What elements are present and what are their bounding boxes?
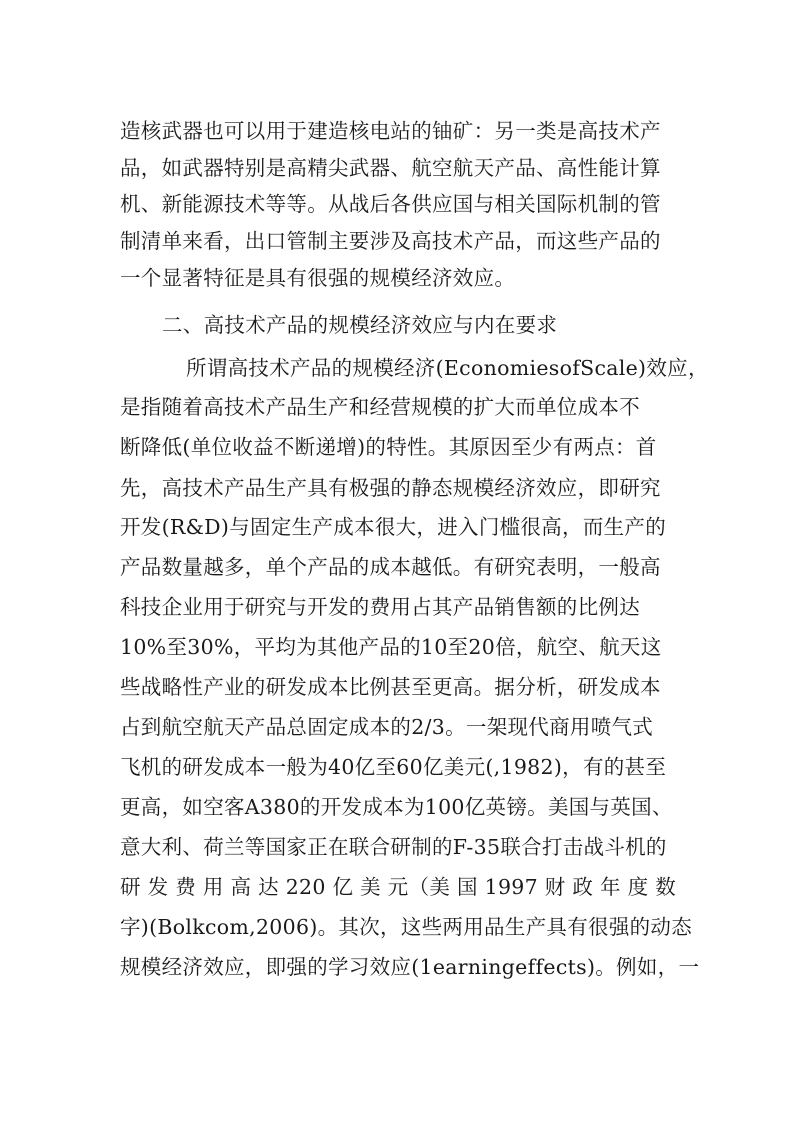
text-line: 一个显著特征是具有很强的规模经济效应。 [120,266,516,290]
section-heading: 二、高技术产品的规模经济效应与内在要求 [162,313,558,337]
text-line: 占到航空航天产品总固定成本的2/3。一架现代商用喷气式 [120,715,654,739]
text-line: 10%至30%，平均为其他产品的10至20倍，航空、航天这 [120,635,662,659]
text-line: 所谓高技术产品的规模经济(EconomiesofScale)效应， [186,356,709,380]
text-line: 造核武器也可以用于建造核电站的铀矿：另一类是高技术产 [120,119,661,143]
text-line: 开发(R&D)与固定生产成本很大，进入门槛很高，而生产的 [120,515,667,539]
text-line: 科技企业用于研究与开发的费用占其产品销售额的比例达 [120,595,640,619]
text-line: 品，如武器特别是高精尖武器、航空航天产品、高性能计算 [120,156,661,180]
text-line: 规模经济效应，即强的学习效应(1earningeffects)。例如，一 [120,955,700,979]
text-line: 意大利、荷兰等国家正在联合研制的F-35联合打击战斗机的 [120,835,667,859]
text-line: 飞机的研发成本一般为40亿至60亿美元(,1982)，有的甚至 [120,755,667,779]
text-line: 制清单来看，出口管制主要涉及高技术产品，而这些产品的 [120,229,661,253]
text-line: 更高，如空客A380的开发成本为100亿英镑。美国与英国、 [120,795,673,819]
text-line: 机、新能源技术等等。从战后各供应国与相关国际机制的管 [120,192,661,216]
text-line: 字)(Bolkcom,2006)。其次，这些两用品生产具有很强的动态 [120,915,693,939]
text-line: 产品数量越多，单个产品的成本越低。有研究表明，一般高 [120,555,661,579]
text-line: 断降低(单位收益不断递增)的特性。其原因至少有两点：首 [120,435,657,459]
text-line: 些战略性产业的研发成本比例甚至更高。据分析，研发成本 [120,675,661,699]
text-line: 研 发 费 用 高 达 220 亿 美 元（美 国 1997 财 政 年 度 数 [120,875,677,899]
text-line: 是指随着高技术产品生产和经营规模的扩大而单位成本不 [120,395,640,419]
text-line: 先，高技术产品生产具有极强的静态规模经济效应，即研究 [120,476,661,500]
